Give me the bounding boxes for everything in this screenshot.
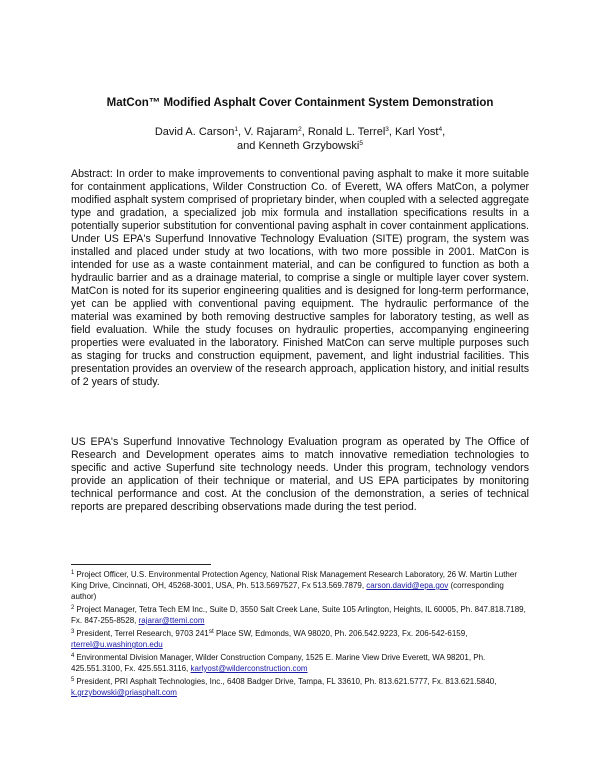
footnote-text: Environmental Division Manager, Wilder Construction Company, 1525 E. Marine View Drive Everett, WA 98201, Ph. 425.551.3100, Fx. 425.551.3116, xyxy=(71,653,486,673)
footnote-text: Place SW, Edmonds, WA 98020, Ph. 206.542.9223, Fx. 206-542-6159, xyxy=(213,629,468,638)
footnote-text: President, Terrel Research, 9703 241 xyxy=(76,629,209,638)
paper-title: MatCon™ Modified Asphalt Cover Containment System Demonstration xyxy=(106,97,494,109)
author-name: , Ronald L. Terrel xyxy=(301,126,386,138)
footnote-3 xyxy=(71,628,529,650)
author-footnote-mark: 4 xyxy=(438,126,443,133)
author-line-2 xyxy=(60,139,540,153)
footnote-number: 3 xyxy=(71,629,75,635)
footnote-text: (corresponding author) xyxy=(71,581,504,601)
footnote-text: Project Officer, U.S. Environmental Protection Agency, National Risk Management Research Laboratory, 26 W. Martin Luther King Drive, Cincinnati, OH, 45268-3001, USA, Ph. 513.5697527, Fx 513.569.7879, xyxy=(71,570,517,590)
author-name: David A. Carson xyxy=(154,126,235,138)
footnote-number: 2 xyxy=(71,605,75,611)
author-name: and Kenneth Grzybowski xyxy=(237,140,360,152)
author-footnote-mark: 3 xyxy=(385,126,389,133)
footnote-5 xyxy=(71,676,529,698)
footnote-email-link[interactable]: carson.david@epa.gov xyxy=(366,581,449,590)
body-paragraph: US EPA's Superfund Innovative Technology Evaluation program as operated by The Office of Research and Development operates aims to match innovative remediation technologies to specific and active Superfund site technology needs. Under this program, technology vendors provide an application of their technique or material, and US EPA participates by monitoring technical performance and cost. At the conclusion of the demonstration, a series of technical reports are prepared describing observations made during the test period. xyxy=(71,436,529,513)
footnote-ordinal: st xyxy=(208,628,214,635)
author-line-1 xyxy=(60,125,540,139)
footnote-1 xyxy=(71,569,529,602)
author-list xyxy=(60,125,540,153)
footnote-text: Project Manager, Tetra Tech EM Inc., Suite D, 3550 Salt Creek Lane, Suite 105 Arlington, Heights, IL 60005, Ph. 847.818.7189, Fx. 847-255-8528, xyxy=(71,605,526,625)
abstract-paragraph: Abstract: In order to make improvements to conventional paving asphalt to make it more suitable for containment applications, Wilder Construction Co. of Everett, WA offers MatCon, a polymer modified asphalt system comprised of proprietary binder, when coupled with a selected aggregate type and gradation, a specialized job mix formula and installation specifications results in a potentially superior substitution for conventional paving asphalt in cover containment applications. Under US EPA's Superfund Innovative Technology Evaluation (SITE) program, the system was installed and placed under study at two locations, with two more possible in 2001. MatCon is intended for use as a waste containment material, and can be configured to function as both a hydraulic barrier and as a drainage material, to comprise a single or multiple layer cover system. MatCon is noted for its superior engineering qualities and is designed for long-term performance, yet can be applied with conventional paving equipment. The hydraulic performance of the material was examined by both removing destructive samples for laboratory testing, as well as field evaluation. While the study focuses on hydraulic properties, accompanying engineering properties were evaluated in the laboratory. Finished MatCon can serve multiple purposes such as staging for trucks and construction equipment, pavement, and light industrial facilities. This presentation provides an overview of the research approach, application history, and initial results of 2 years of study. xyxy=(71,168,529,388)
author-name: , V. Rajaram xyxy=(237,126,299,138)
author-footnote-mark: 2 xyxy=(298,126,302,133)
author-name: , Karl Yost xyxy=(388,126,439,138)
footnote-2 xyxy=(71,604,529,626)
author-footnote-mark: 5 xyxy=(359,140,363,147)
footnote-number: 1 xyxy=(71,570,75,576)
footnote-number: 5 xyxy=(71,677,75,683)
footnote-email-link[interactable]: rterrel@u.washington.edu xyxy=(71,640,163,649)
footnote-email-link[interactable]: rajarar@ttemi.com xyxy=(138,616,205,625)
author-separator: , xyxy=(442,126,446,138)
footnote-number: 4 xyxy=(71,653,75,659)
author-footnote-mark: 1 xyxy=(234,126,238,133)
footnote-separator xyxy=(71,564,211,565)
footnote-email-link[interactable]: k.grzybowski@priasphalt.com xyxy=(71,688,177,697)
footnote-email-link[interactable]: karlyost@wilderconstruction.com xyxy=(190,664,308,673)
footnote-text: President, PRI Asphalt Technologies, Inc., 6408 Badger Drive, Tampa, FL 33610, Ph. 813.621.5777, Fx. 813.621.5840, xyxy=(76,677,497,686)
footnote-4 xyxy=(71,652,529,674)
